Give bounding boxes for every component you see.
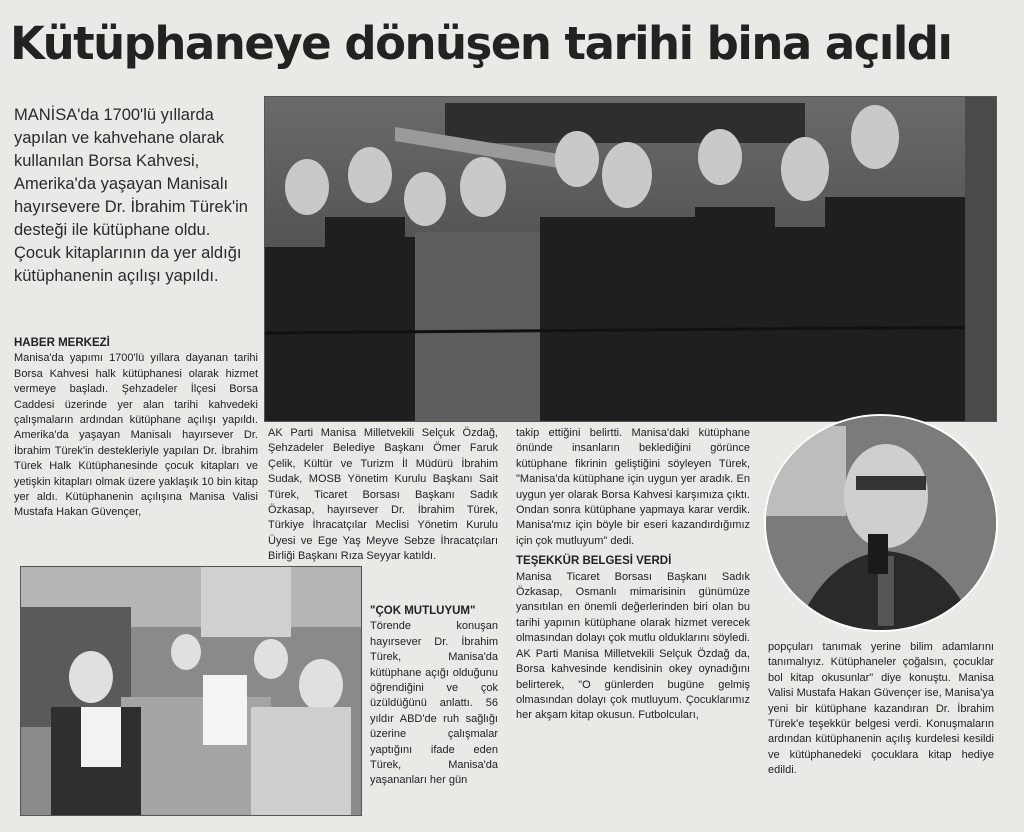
- body-column-3-top: takip ettiğini belirtti. Manisa'daki kütüphane önünde insanların beklediğini görünce kütüphane fikrinin geliştiğini söyleyen Türek, "Manisa'da kütüphane için uygun yer aradık. En uygun yer olarak Borsa Kahvesi karşımıza çıktı. Ondan sonra kütüphane yapmaya karar verdik. Manisa'mız için böyle bir eseri kazandırdığımız için çok mutluyum" dedi.: [516, 427, 750, 547]
- body-column-3-bottom: Manisa Ticaret Borsası Başkanı Sadık Özkasap, Osmanlı mimarisinin günümüze yansıtılan en önemli değerlerinden biri olan bu tarihi yapının kütüphane olarak hizmet verecek olmasından dolayı çok mutlu olduklarını söyledi. AK Parti Manisa Milletvekili Selçuk Özdağ da, Borsa kahvesinde kendisinin okey oynadığını belirterek, "O günlerden bugüne gelmiş olmasından dolayı çok mutluyum. Çocuklarımız her akşam kitap okusun. Futbolcuları,: [516, 570, 750, 722]
- headline: Kütüphaneye dönüşen tarihi bina açıldı: [10, 17, 952, 70]
- body-column-2-top: AK Parti Manisa Milletvekili Selçuk Özdağ, Şehzadeler Belediye Başkanı Ömer Faruk Çelik, Kültür ve Turizm İl Müdürü İbrahim Sudak, MOSB Yönetim Kurulu Başkanı Sait Türek, Ticaret Borsası Başkanı Sadık Özkasap, hayırsever Dr. İbrahim Türek, Türkiye İhracatçılar Meclisi Yönetim Kurulu Üyesi ve Ege Yaş Meyve Sebze İhracatçıları Birliği Başkanı Rıza Seyyar katıldı.: [268, 427, 498, 563]
- subhead-cok-mutluyum: "ÇOK MUTLUYUM": [370, 605, 476, 617]
- ribbon-cutting-photo: [264, 96, 997, 422]
- byline: HABER MERKEZİ: [14, 337, 110, 349]
- subhead-tesekkur-belgesi: TEŞEKKÜR BELGESİ VERDİ: [516, 555, 672, 568]
- body-column-4: popçuları tanımak yerine bilim adamlarını tanımalıyız. Kütüphaneler çoğalsın, çocuklar bol kitap okusunlar" diye konuştu. Manisa Valisi Mustafa Hakan Güvençer ise, Manisa'ya yeni bir kütüphane kazandıran Dr. İbrahim Türek'e teşekkür belgesi verdi. Konuşmaların ardından kütüphanenin açılış kurdelesi kesildi ve kütüphanedeki çocuklara kitap hediye edildi.: [768, 641, 994, 777]
- body-column-2-bottom: Törende konuşan hayırsever Dr. İbrahim Türek, Manisa'da kütüphane açığı olduğunu öğrendiğini ve çok üzüldüğünü anlattı. 56 yıldır ABD'de ruh sağlığı üzerine çalışmalar yaptığını ifade eden Türek, Manisa'da yaşananları her gün: [370, 620, 498, 787]
- portrait-photo: [764, 414, 998, 632]
- children-reading-photo: [20, 566, 362, 816]
- body-column-1: Manisa'da yapımı 1700'lü yıllara dayanan tarihi Borsa Kahvesi halk kütüphanesi olarak hizmet vermeye başladı. Şehzadeler İlçesi Borsa Caddesi üzerinde yer alan tarihi kahvedeki çalışmaların ardından kütüphane açılışı yapıldı. Amerika'da yaşayan Manisalı hayırsever Dr. İbrahim Türek'in destekleriyle yapılan Dr. İbrahim Türek Halk Kütüphanesinde çocuk kitapları ve yetişkin kitapları olmak üzere yaklaşık 10 bin kitap yer aldı. Kütüphanenin açılışına Manisa Valisi Mustafa Hakan Güvençer,: [14, 352, 258, 519]
- lead-paragraph: MANİSA'da 1700'lü yıllarda yapılan ve kahvehane olarak kullanılan Borsa Kahvesi, Amerika'da yaşayan Manisalı hayırsevere Dr. İbrahim Türek'in desteği ile kütüphane oldu. Çocuk kitaplarının da yer aldığı kütüphanenin açılışı yapıldı.: [14, 106, 248, 285]
